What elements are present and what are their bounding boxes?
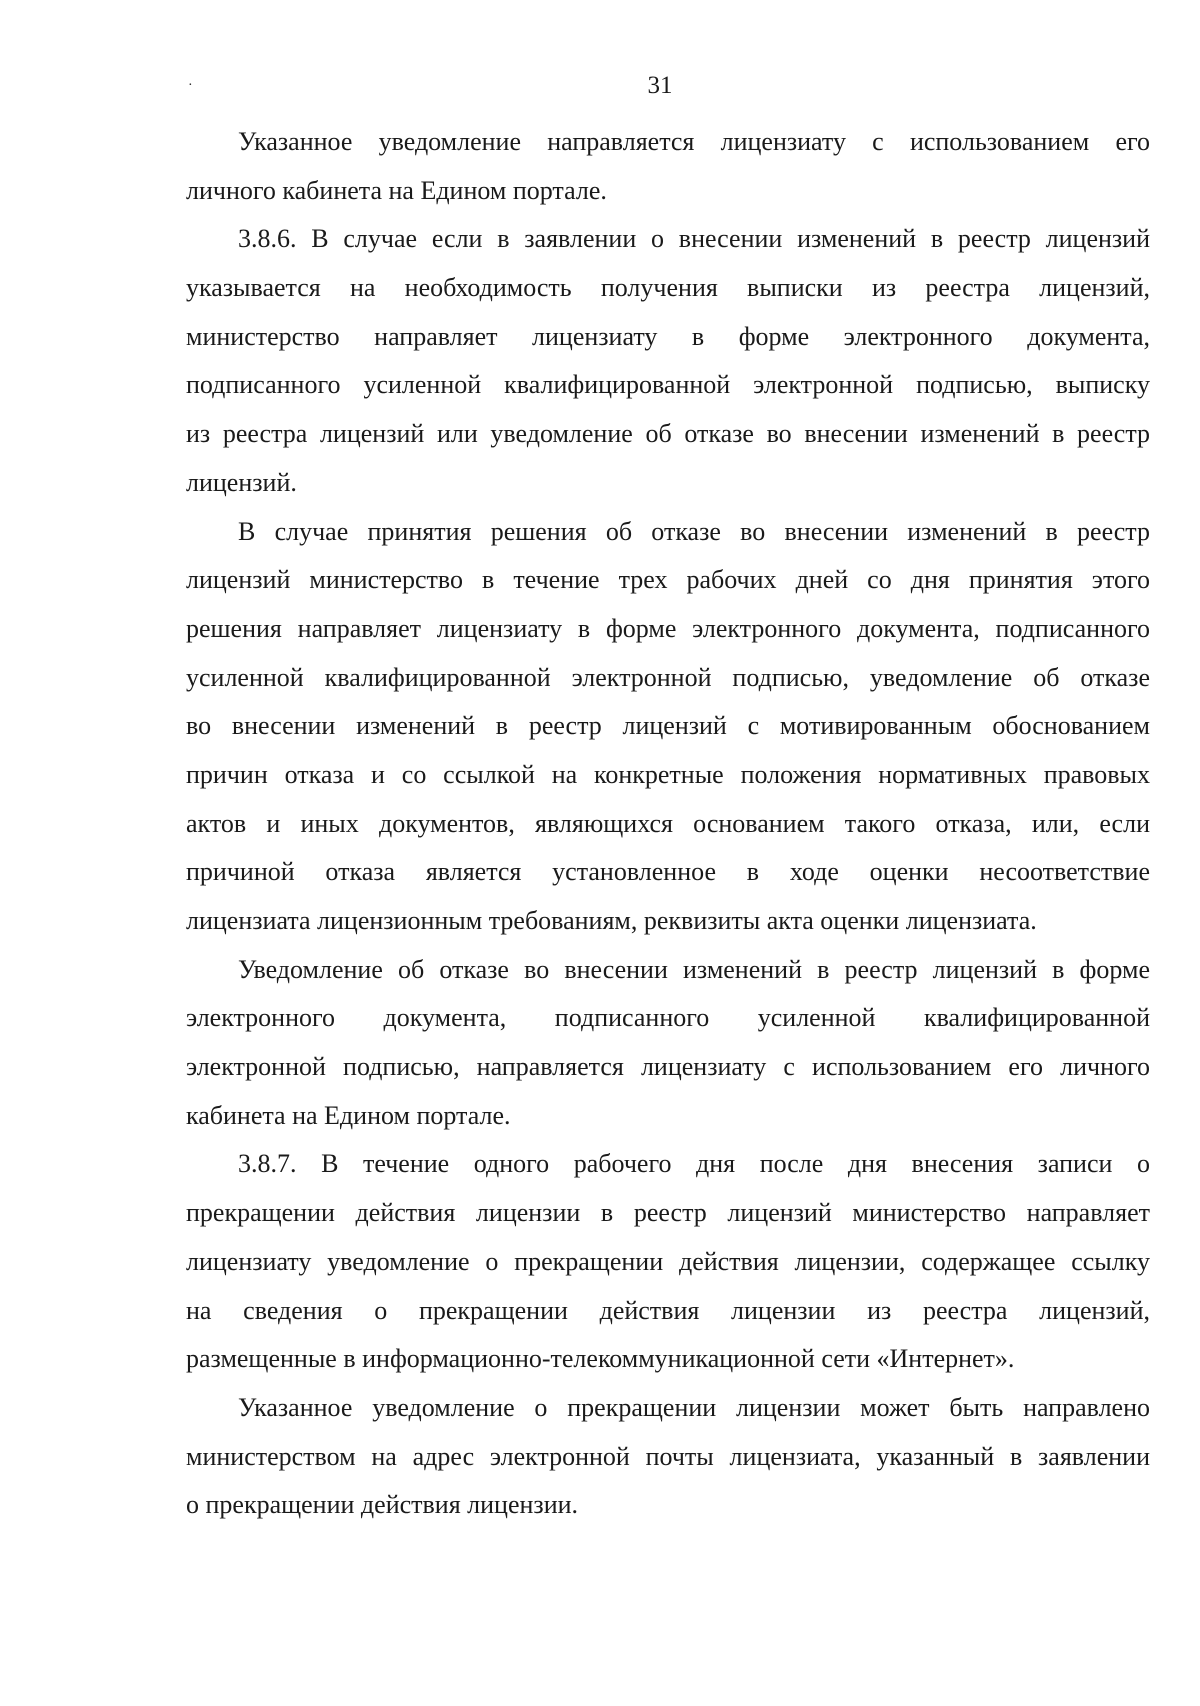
text-line: подписанного усиленной квалифицированной электронной подписью, выписку bbox=[186, 370, 1150, 400]
text-line: министерством на адрес электронной почты лицензиата, указанный в заявлении bbox=[186, 1441, 1150, 1471]
document-body bbox=[186, 118, 1150, 1530]
text-line: 3.8.7. В течение одного рабочего дня после дня внесения записи о bbox=[238, 1149, 1150, 1179]
paragraph bbox=[186, 946, 1150, 1141]
text-line: прекращении действия лицензии в реестр лицензий министерство направляет bbox=[186, 1198, 1150, 1228]
text-line: усиленной квалифицированной электронной подписью, уведомление об отказе bbox=[186, 662, 1150, 692]
text-line: электронной подписью, направляется лицензиату с использованием его личного bbox=[186, 1052, 1150, 1082]
text-line: кабинета на Едином портале. bbox=[186, 1100, 511, 1130]
text-line: на сведения о прекращении действия лицензии из реестра лицензий, bbox=[186, 1295, 1150, 1325]
text-line: во внесении изменений в реестр лицензий с мотивированным обоснованием bbox=[186, 711, 1150, 741]
text-line: министерство направляет лицензиату в форме электронного документа, bbox=[186, 321, 1150, 351]
text-line: лицензиата лицензионным требованиям, реквизиты акта оценки лицензиата. bbox=[186, 906, 1037, 935]
text-line: Указанное уведомление направляется лицензиату с использованием его bbox=[238, 127, 1150, 156]
paragraph bbox=[186, 215, 1150, 507]
text-line: 3.8.6. В случае если в заявлении о внесении изменений в реестр лицензий bbox=[238, 224, 1150, 254]
text-line: о прекращении действия лицензии. bbox=[186, 1490, 579, 1520]
paragraph bbox=[186, 508, 1150, 946]
page-number: 31 bbox=[647, 72, 673, 99]
paragraph bbox=[186, 1384, 1150, 1530]
text-line: В случае принятия решения об отказе во внесении изменений в реестр bbox=[238, 516, 1150, 546]
text-line: Указанное уведомление о прекращении лицензии может быть направлено bbox=[238, 1392, 1150, 1422]
text-line: причин отказа и со ссылкой на конкретные положения нормативных правовых bbox=[186, 759, 1150, 789]
text-line: указывается на необходимость получения выписки из реестра лицензий, bbox=[186, 273, 1150, 303]
paragraph bbox=[186, 118, 1150, 215]
paragraph bbox=[186, 1140, 1150, 1383]
text-line: из реестра лицензий или уведомление об отказе во внесении изменений в реестр bbox=[186, 419, 1150, 449]
text-line: Уведомление об отказе во внесении изменений в реестр лицензий в форме bbox=[238, 954, 1150, 984]
text-line: лицензий министерство в течение трех рабочих дней со дня принятия этого bbox=[186, 565, 1150, 595]
text-line: актов и иных документов, являющихся основанием такого отказа, или, если bbox=[186, 808, 1150, 838]
text-line: электронного документа, подписанного усиленной квалифицированной bbox=[186, 1003, 1150, 1033]
text-line: личного кабинета на Едином портале. bbox=[186, 175, 607, 205]
text-line: лицензий. bbox=[186, 467, 297, 497]
scan-speck: · bbox=[188, 78, 193, 93]
text-line: решения направляет лицензиату в форме электронного документа, подписанного bbox=[186, 613, 1150, 643]
text-line: лицензиату уведомление о прекращении действия лицензии, содержащее ссылку bbox=[186, 1246, 1150, 1276]
text-line: причиной отказа является установленное в ходе оценки несоответствие bbox=[186, 857, 1150, 887]
text-line: размещенные в информационно-телекоммуникационной сети «Интернет». bbox=[186, 1344, 1015, 1374]
